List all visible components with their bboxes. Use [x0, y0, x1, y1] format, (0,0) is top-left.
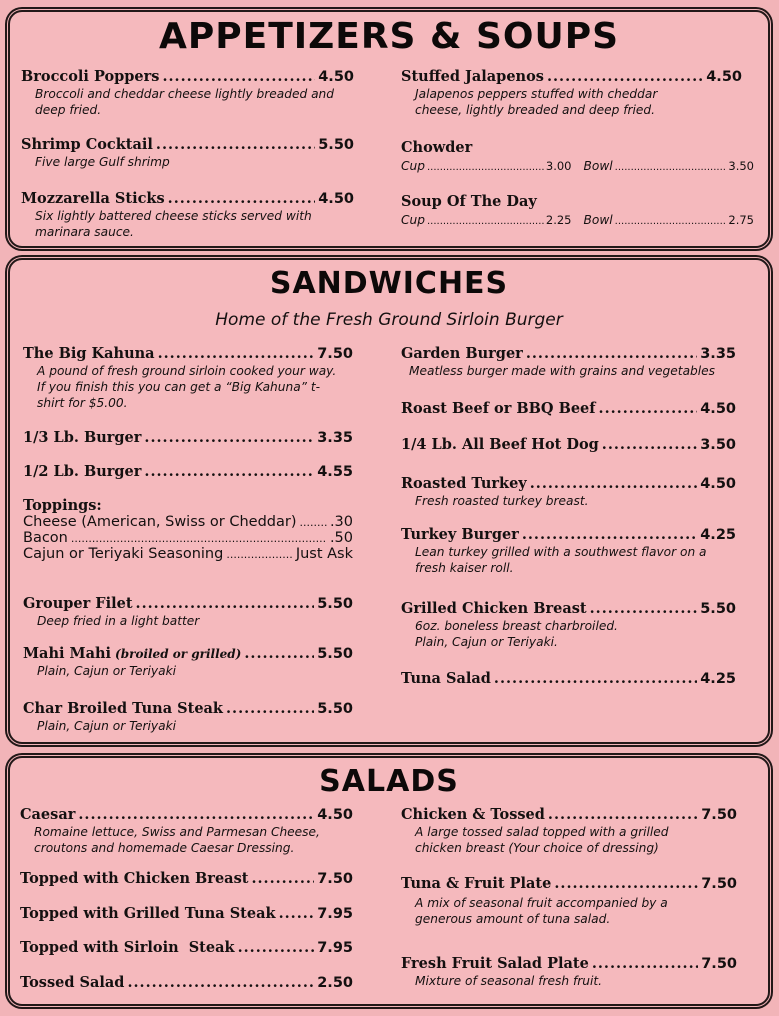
- item-name: 1/3 Lb. Burger: [23, 429, 142, 446]
- item-name: Turkey Burger: [401, 526, 519, 543]
- menu-item-roast-beef: [401, 400, 736, 417]
- topping-price: Just Ask: [295, 546, 353, 562]
- leader-dots: [494, 670, 697, 687]
- item-price: 4.50: [700, 476, 736, 492]
- topping-name: Cheese (American, Swiss or Cheddar): [23, 514, 297, 530]
- leader-dots: [427, 216, 544, 227]
- leader-dots: [162, 68, 315, 85]
- cup-price: [401, 159, 572, 173]
- bowl-price-value: 3.50: [728, 159, 754, 173]
- menu-item-tuna-steak: [23, 700, 353, 734]
- cup-price-value: 3.00: [545, 159, 572, 173]
- leader-dots: [136, 595, 315, 612]
- item-price: 2.50: [317, 975, 353, 991]
- menu-item-topped-chicken: [20, 870, 353, 887]
- menu-item-fresh-fruit-plate: [401, 955, 737, 989]
- item-description: Five large Gulf shrimp: [35, 155, 170, 169]
- bowl-price: [584, 213, 755, 227]
- item-price: 4.50: [706, 69, 742, 85]
- leader-dots: [602, 436, 697, 453]
- item-name: Topped with Grilled Tuna Steak: [20, 905, 276, 922]
- item-price: 7.95: [317, 940, 353, 956]
- menu-item-half-lb-burger: [23, 463, 353, 480]
- leader-dots: [526, 345, 697, 362]
- leader-dots: [615, 216, 727, 227]
- cup-label: Cup: [401, 213, 425, 227]
- item-name: Tuna Salad: [401, 670, 491, 687]
- cup-label: Cup: [401, 159, 425, 173]
- item-description: Mixture of seasonal fresh fruit.: [415, 974, 603, 988]
- menu-item-chicken-tossed: [401, 806, 737, 856]
- leader-dots: [554, 875, 698, 892]
- item-price: 7.50: [701, 876, 737, 892]
- menu-item-tossed-salad: [20, 974, 353, 991]
- leader-dots: [547, 68, 703, 85]
- menu-item-third-lb-burger: [23, 429, 353, 446]
- leader-dots: [530, 475, 697, 492]
- item-name: Mozzarella Sticks: [21, 190, 165, 207]
- item-name: Chicken & Tossed: [401, 806, 545, 823]
- item-note: (broiled or grilled): [115, 647, 242, 661]
- bowl-label: Bowl: [583, 159, 613, 173]
- menu-item-soup-of-the-day: [401, 193, 754, 227]
- item-description: 6oz. boneless breast charbroiled.: [415, 619, 618, 633]
- menu-item-hot-dog: [401, 436, 736, 453]
- item-price: 5.50: [318, 137, 354, 153]
- menu-item-grilled-chicken-breast: [401, 600, 736, 650]
- topping-seasoning: [23, 546, 353, 562]
- leader-dots: [144, 463, 314, 480]
- item-description: Deep fried in a light batter: [37, 614, 200, 628]
- item-name: Roast Beef or BBQ Beef: [401, 400, 596, 417]
- item-name: 1/2 Lb. Burger: [23, 463, 142, 480]
- item-price: 4.50: [318, 69, 354, 85]
- leader-dots: [615, 162, 727, 173]
- bowl-label: Bowl: [583, 213, 613, 227]
- item-name: Grouper Filet: [23, 595, 133, 612]
- sandwiches-title: SANDWICHES: [269, 266, 509, 301]
- menu-item-tuna-salad: [401, 670, 736, 687]
- item-description: Six lightly battered cheese sticks served with marinara sauce.: [35, 209, 312, 239]
- leader-dots: [251, 870, 314, 887]
- leader-dots: [156, 136, 315, 153]
- topping-price: .50: [329, 530, 353, 546]
- appetizers-panel: [8, 10, 770, 248]
- leader-dots: [279, 905, 315, 922]
- item-name: 1/4 Lb. All Beef Hot Dog: [401, 436, 599, 453]
- sandwiches-panel: [8, 258, 770, 744]
- menu-item-mozzarella-sticks: [21, 190, 354, 240]
- size-prices: [401, 213, 754, 227]
- menu-item-grouper-filet: [23, 595, 353, 629]
- menu-item-stuffed-jalapenos: [401, 68, 742, 118]
- leader-dots: [427, 162, 544, 173]
- item-name: Stuffed Jalapenos: [401, 68, 544, 85]
- salads-title: SALADS: [319, 764, 459, 799]
- menu-item-topped-sirloin: [20, 939, 353, 956]
- menu-item-chowder: [401, 139, 754, 173]
- item-description: Plain, Cajun or Teriyaki: [37, 664, 177, 678]
- item-price: 3.35: [700, 346, 736, 362]
- item-price: 4.50: [700, 401, 736, 417]
- item-name: The Big Kahuna: [23, 345, 155, 362]
- item-name: Topped with Chicken Breast: [20, 870, 249, 887]
- leader-dots: [144, 429, 314, 446]
- menu-item-big-kahuna: [23, 345, 353, 411]
- item-price: 7.50: [701, 956, 737, 972]
- item-description: Lean turkey grilled with a southwest flavor on a fresh kaiser roll.: [415, 545, 707, 575]
- item-name: Shrimp Cocktail: [21, 136, 153, 153]
- leader-dots: [548, 806, 698, 823]
- leader-dots: [590, 600, 698, 617]
- toppings-label: Toppings:: [23, 497, 102, 514]
- topping-bacon: [23, 530, 353, 546]
- sandwiches-subtitle: Home of the Fresh Ground Sirloin Burger: [215, 310, 563, 330]
- bowl-price-value: 2.75: [728, 213, 754, 227]
- item-price: 4.25: [700, 671, 736, 687]
- menu-item-turkey-burger: [401, 526, 736, 576]
- item-price: 4.25: [700, 527, 736, 543]
- item-name: Garden Burger: [401, 345, 523, 362]
- item-price: 4.50: [317, 807, 353, 823]
- appetizers-title: APPETIZERS & SOUPS: [158, 16, 620, 57]
- item-price: 5.50: [317, 701, 353, 717]
- item-price: 4.55: [317, 464, 353, 480]
- leader-dots: [71, 532, 327, 545]
- leader-dots: [522, 526, 697, 543]
- toppings-block: [23, 497, 353, 562]
- item-price: 5.50: [317, 646, 353, 662]
- item-name: Char Broiled Tuna Steak: [23, 700, 223, 717]
- item-name: Tossed Salad: [20, 974, 125, 991]
- item-description: Jalapenos peppers stuffed with cheddar cheese, lightly breaded and deep fried.: [415, 87, 658, 117]
- leader-dots: [238, 939, 315, 956]
- item-description: Plain, Cajun or Teriyaki: [37, 719, 177, 733]
- item-name: Soup Of The Day: [401, 193, 537, 210]
- topping-cheese: [23, 514, 353, 530]
- item-name: Tuna & Fruit Plate: [401, 875, 552, 892]
- item-description: Broccoli and cheddar cheese lightly breaded and deep fried.: [35, 87, 334, 117]
- menu-item-tuna-fruit-plate: [401, 875, 737, 927]
- topping-name: Bacon: [23, 530, 68, 546]
- item-price: 3.35: [317, 430, 353, 446]
- item-name: Roasted Turkey: [401, 475, 527, 492]
- menu-item-roasted-turkey: [401, 475, 736, 509]
- topping-price: .30: [329, 514, 353, 530]
- item-price: 7.95: [317, 906, 353, 922]
- leader-dots: [226, 548, 292, 561]
- item-name: Grilled Chicken Breast: [401, 600, 587, 617]
- item-description: A mix of seasonal fruit accompanied by a generous amount of tuna salad.: [415, 896, 668, 926]
- item-description: Meatless burger made with grains and vegetables: [409, 364, 716, 378]
- item-name: Broccoli Poppers: [21, 68, 160, 85]
- leader-dots: [244, 645, 314, 662]
- item-price: 7.50: [317, 871, 353, 887]
- leader-dots: [592, 955, 698, 972]
- topping-name: Cajun or Teriyaki Seasoning: [23, 546, 224, 562]
- item-description: Fresh roasted turkey breast.: [415, 494, 589, 508]
- leader-dots: [168, 190, 316, 207]
- menu-item-shrimp-cocktail: [21, 136, 354, 170]
- leader-dots: [599, 400, 698, 417]
- salads-panel: [8, 756, 770, 1006]
- item-description: A pound of fresh ground sirloin cooked your way. If you finish this you can get a “Big Kahuna” t-shirt for $5.00.: [37, 364, 337, 410]
- item-price: 3.50: [700, 437, 736, 453]
- item-name: Topped with Sirloin Steak: [20, 939, 235, 956]
- leader-dots: [226, 700, 314, 717]
- cup-price-value: 2.25: [545, 213, 572, 227]
- leader-dots: [158, 345, 315, 362]
- menu-item-caesar: [20, 806, 353, 856]
- item-price: 5.50: [700, 601, 736, 617]
- menu-item-topped-tuna: [20, 905, 353, 922]
- menu-item-broccoli-poppers: [21, 68, 354, 118]
- item-price: 4.50: [318, 191, 354, 207]
- leader-dots: [300, 516, 327, 529]
- item-price: 5.50: [317, 596, 353, 612]
- size-prices: [401, 159, 754, 173]
- item-description: Romaine lettuce, Swiss and Parmesan Cheese, croutons and homemade Caesar Dressing.: [34, 825, 320, 855]
- item-description: A large tossed salad topped with a grilled chicken breast (Your choice of dressing): [415, 825, 669, 855]
- item-price: 7.50: [317, 346, 353, 362]
- leader-dots: [78, 806, 314, 823]
- item-name: Mahi Mahi: [23, 645, 112, 662]
- item-name: Fresh Fruit Salad Plate: [401, 955, 589, 972]
- bowl-price: [584, 159, 755, 173]
- menu-item-garden-burger: [401, 345, 736, 379]
- item-description-2: Plain, Cajun or Teriyaki.: [415, 635, 558, 649]
- cup-price: [401, 213, 572, 227]
- item-price: 7.50: [701, 807, 737, 823]
- item-name: Chowder: [401, 139, 473, 156]
- menu-item-mahi-mahi: [23, 645, 353, 679]
- leader-dots: [127, 974, 314, 991]
- item-name: Caesar: [20, 806, 76, 823]
